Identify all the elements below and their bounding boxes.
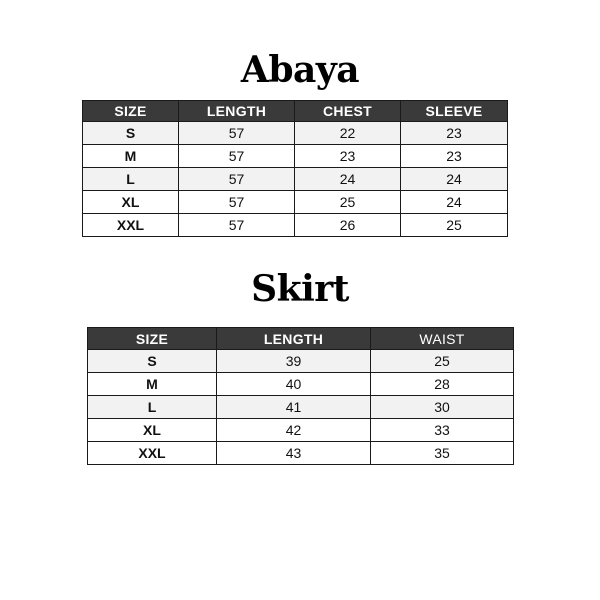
sleeve-cell: 23: [401, 122, 508, 145]
table-row: [88, 373, 514, 396]
size-cell: M: [83, 145, 179, 168]
table-row: [88, 350, 514, 373]
size-cell: L: [83, 168, 179, 191]
sleeve-cell: 25: [401, 214, 508, 237]
table-row: [83, 168, 508, 191]
table-row: [88, 396, 514, 419]
chest-cell: 24: [295, 168, 401, 191]
length-cell: 57: [179, 145, 295, 168]
chest-cell: 25: [295, 191, 401, 214]
chest-cell: 22: [295, 122, 401, 145]
table-row: [88, 419, 514, 442]
size-cell: XL: [83, 191, 179, 214]
skirt-size-table: [87, 327, 514, 465]
waist-cell: 33: [371, 419, 514, 442]
table-row: [83, 145, 508, 168]
size-cell: XXL: [83, 214, 179, 237]
length-cell: 40: [217, 373, 371, 396]
waist-cell: 35: [371, 442, 514, 465]
size-cell: L: [88, 396, 217, 419]
sleeve-cell: 23: [401, 145, 508, 168]
waist-cell: 30: [371, 396, 514, 419]
size-cell: S: [83, 122, 179, 145]
table-row: [83, 122, 508, 145]
header-waist: WAIST: [371, 328, 514, 350]
header-sleeve: SLEEVE: [401, 101, 508, 122]
chest-cell: 23: [295, 145, 401, 168]
length-cell: 39: [217, 350, 371, 373]
length-cell: 57: [179, 168, 295, 191]
length-cell: 57: [179, 122, 295, 145]
header-length: LENGTH: [217, 328, 371, 350]
length-cell: 43: [217, 442, 371, 465]
size-cell: M: [88, 373, 217, 396]
length-cell: 41: [217, 396, 371, 419]
abaya-size-table: [82, 100, 508, 237]
table-row: [88, 442, 514, 465]
sleeve-cell: 24: [401, 168, 508, 191]
header-size: SIZE: [88, 328, 217, 350]
size-cell: XL: [88, 419, 217, 442]
skirt-title: Skirt: [251, 268, 349, 310]
header-chest: CHEST: [295, 101, 401, 122]
table-row: [83, 191, 508, 214]
size-cell: XXL: [88, 442, 217, 465]
waist-cell: 28: [371, 373, 514, 396]
header-length: LENGTH: [179, 101, 295, 122]
chest-cell: 26: [295, 214, 401, 237]
length-cell: 57: [179, 214, 295, 237]
size-cell: S: [88, 350, 217, 373]
abaya-title: Abaya: [240, 49, 360, 91]
length-cell: 42: [217, 419, 371, 442]
table-row: [83, 214, 508, 237]
header-size: SIZE: [83, 101, 179, 122]
table-header-row: [83, 101, 508, 122]
length-cell: 57: [179, 191, 295, 214]
waist-cell: 25: [371, 350, 514, 373]
table-header-row: [88, 328, 514, 350]
sleeve-cell: 24: [401, 191, 508, 214]
